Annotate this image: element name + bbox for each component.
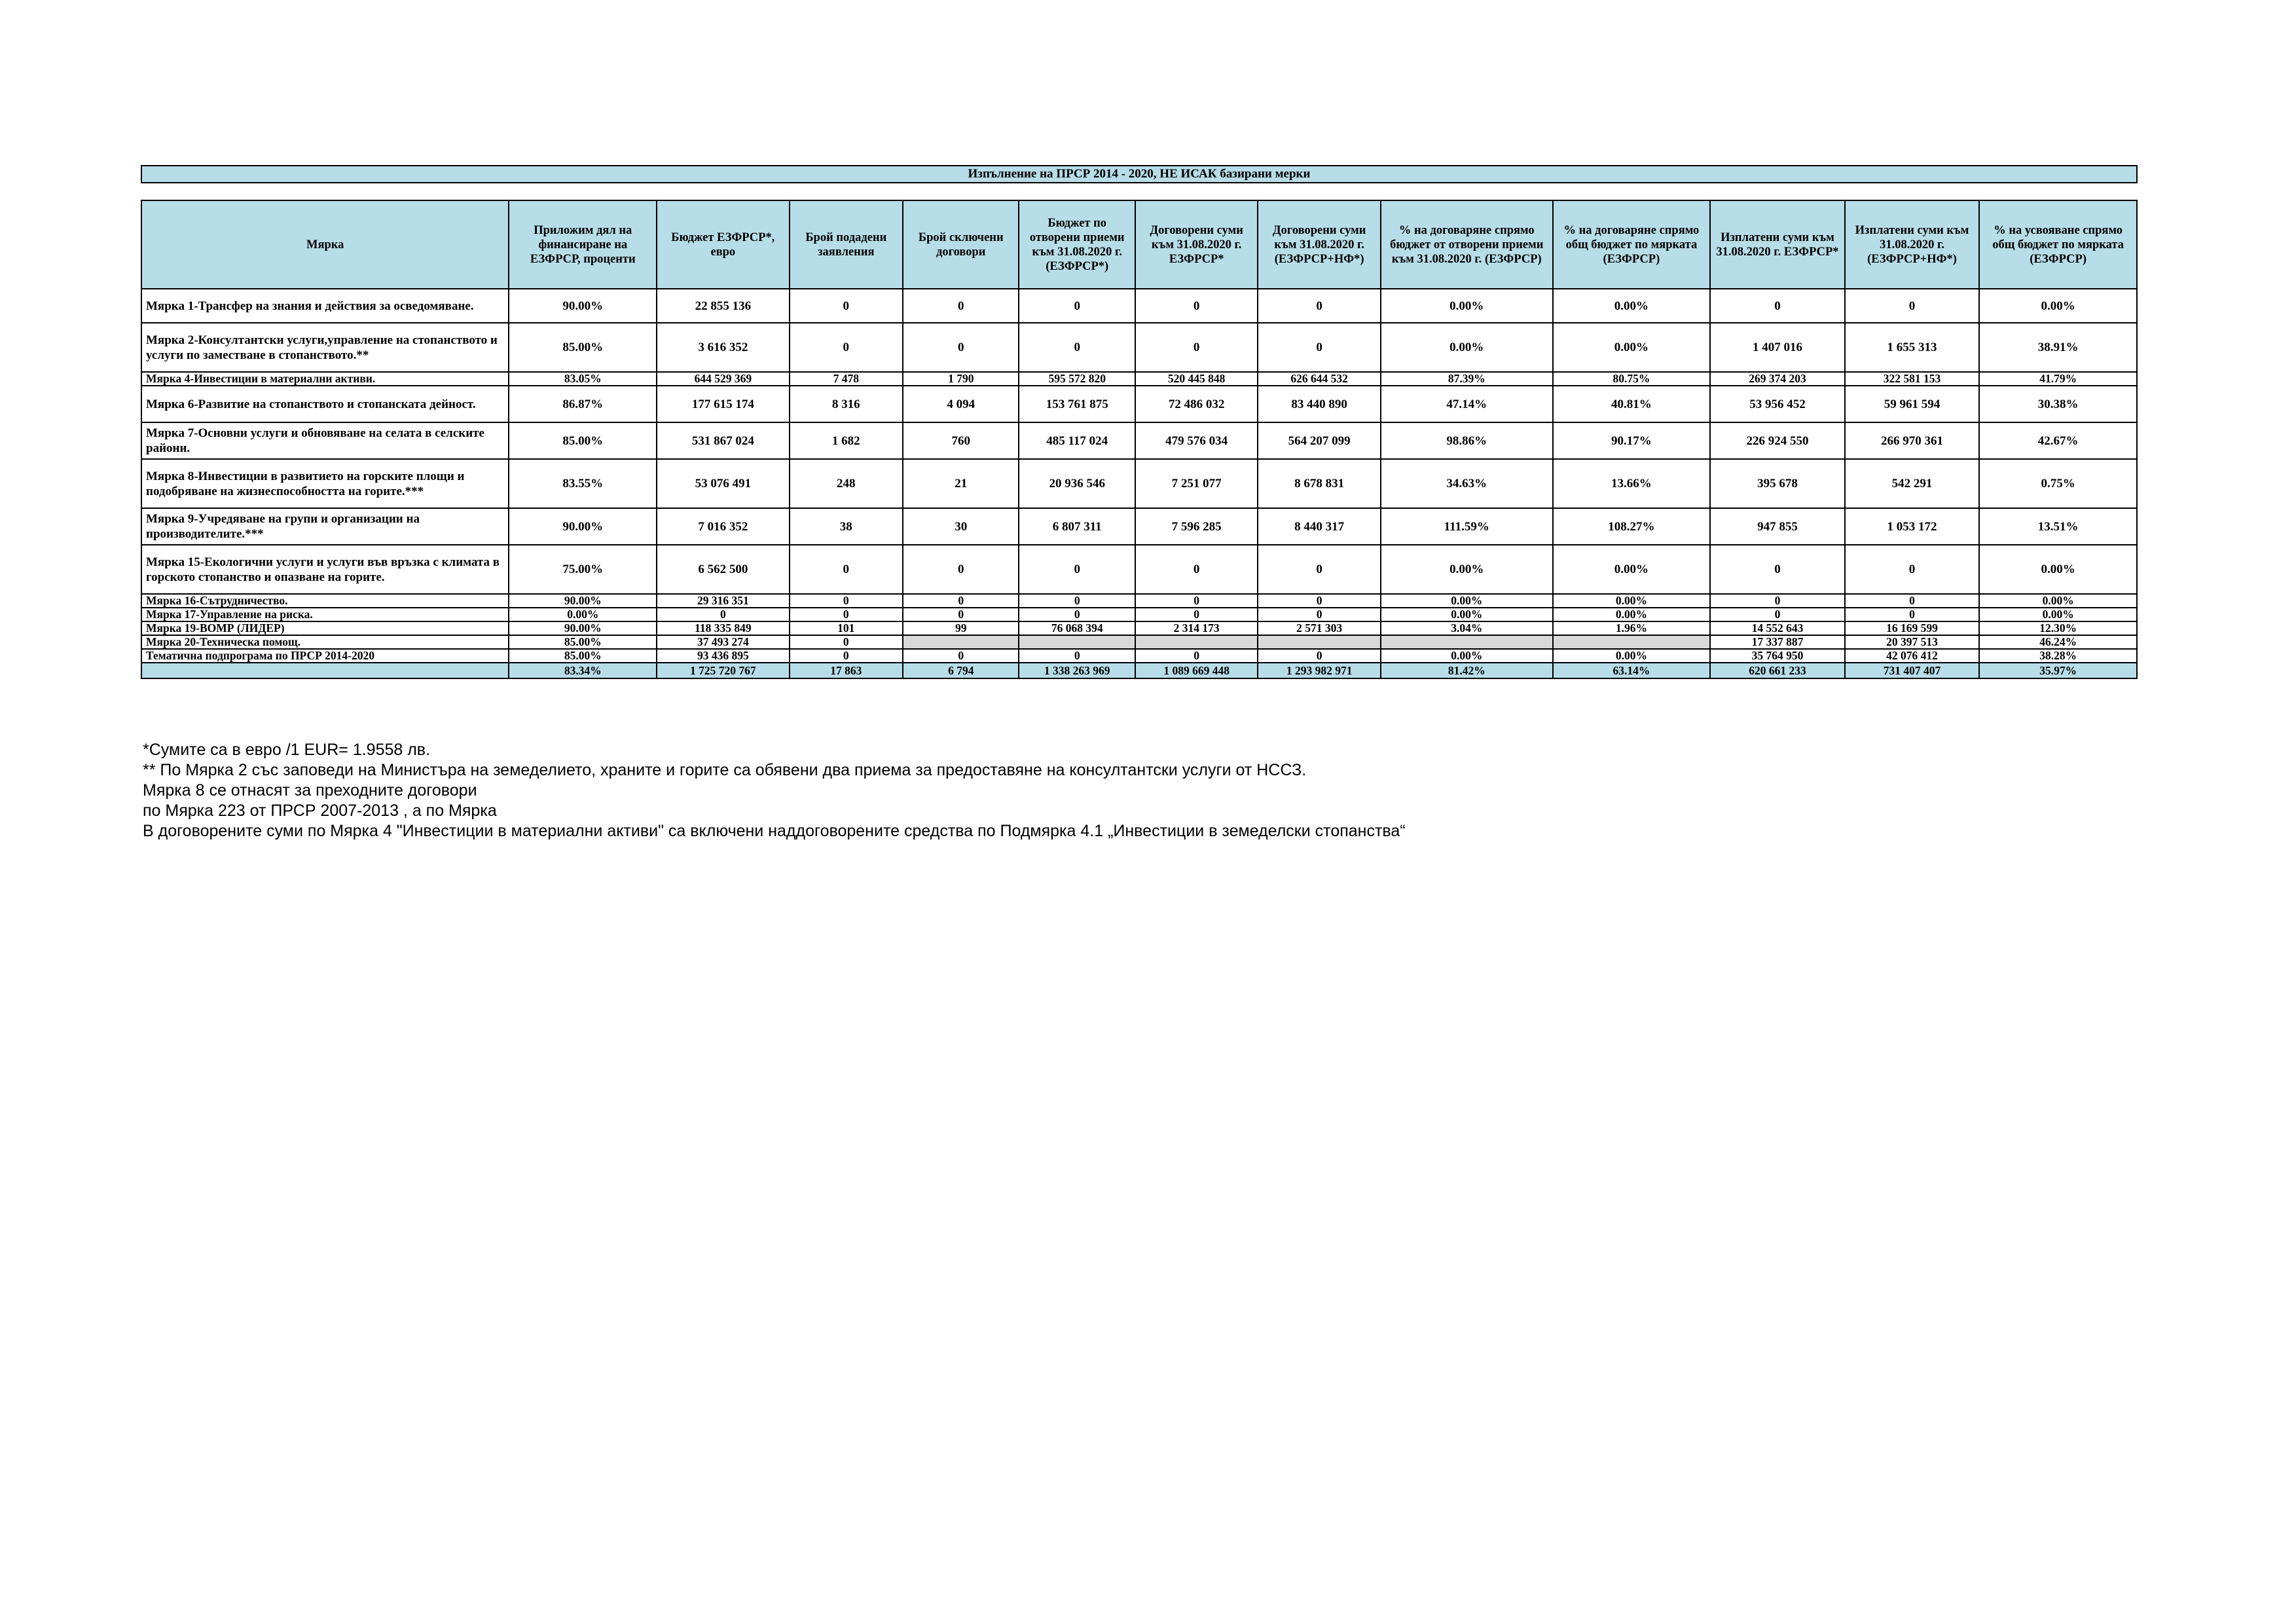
table-cell: 0: [657, 608, 790, 621]
table-row: [141, 323, 2137, 372]
measures-table: [141, 200, 2138, 679]
table-cell: 1 790: [903, 372, 1019, 386]
total-row: [141, 663, 2137, 678]
table-cell: 53 076 491: [657, 459, 790, 508]
table-cell: 85.00%: [509, 635, 657, 649]
table-cell: 38: [790, 508, 903, 545]
table-cell: 108.27%: [1553, 508, 1711, 545]
col-header-pct-open: % на договаряне спрямо бюджет от отворени приеми към 31.08.2020 г. (ЕЗФРСР): [1381, 200, 1553, 289]
table-row: [141, 635, 2137, 649]
table-cell: 3 616 352: [657, 323, 790, 372]
table-cell: 0: [1019, 608, 1135, 621]
table-cell: 0: [1019, 545, 1135, 594]
total-cell: 731 407 407: [1845, 663, 1980, 678]
table-cell: 0: [790, 635, 903, 649]
table-cell: 90.00%: [509, 621, 657, 635]
table-cell: 0: [1710, 545, 1845, 594]
table-cell: 76 068 394: [1019, 621, 1135, 635]
table-cell: 644 529 369: [657, 372, 790, 386]
table-cell: 98.86%: [1381, 422, 1553, 459]
table-cell: [1019, 635, 1135, 649]
table-cell: 531 867 024: [657, 422, 790, 459]
table-cell: 0: [903, 594, 1019, 608]
table-cell: 0: [903, 608, 1019, 621]
table-cell: [1258, 635, 1380, 649]
table-cell: 0: [790, 608, 903, 621]
col-header-open-budget: Бюджет по отворени приеми към 31.08.2020 г. (ЕЗФРСР*): [1019, 200, 1135, 289]
table-cell: 34.63%: [1381, 459, 1553, 508]
table-cell: 42.67%: [1979, 422, 2137, 459]
table-cell: 0.00%: [1553, 649, 1711, 663]
table-cell: 0: [1019, 289, 1135, 323]
table-cell: 86.87%: [509, 386, 657, 422]
table-cell: 0: [1019, 594, 1135, 608]
table-cell: 0: [1710, 594, 1845, 608]
measure-name-cell: Мярка 6-Развитие на стопанството и стопанската дейност.: [141, 386, 509, 422]
table-cell: 1 053 172: [1845, 508, 1980, 545]
table-cell: 0: [1845, 289, 1980, 323]
table-cell: 520 445 848: [1135, 372, 1258, 386]
table-cell: 0.00%: [1381, 289, 1553, 323]
table-cell: 85.00%: [509, 422, 657, 459]
table-cell: 269 374 203: [1710, 372, 1845, 386]
table-cell: 226 924 550: [1710, 422, 1845, 459]
table-cell: 322 581 153: [1845, 372, 1980, 386]
table-cell: 0: [1135, 323, 1258, 372]
table-cell: 6 562 500: [657, 545, 790, 594]
table-cell: 30.38%: [1979, 386, 2137, 422]
table-cell: 0: [790, 594, 903, 608]
table-cell: 0: [1845, 545, 1980, 594]
table-cell: 0: [903, 545, 1019, 594]
table-cell: 38.28%: [1979, 649, 2137, 663]
total-cell: 83.34%: [509, 663, 657, 678]
col-header-paid: Изплатени суми към 31.08.2020 г. ЕЗФРСР*: [1710, 200, 1845, 289]
total-cell: 1 293 982 971: [1258, 663, 1380, 678]
table-row: [141, 508, 2137, 545]
measure-name-cell: Мярка 8-Инвестиции в развитието на горските площи и подобряване на жизнеспособността на горите.***: [141, 459, 509, 508]
table-cell: 118 335 849: [657, 621, 790, 635]
total-cell: 17 863: [790, 663, 903, 678]
col-header-pct-total: % на договаряне спрямо общ бюджет по мярката (ЕЗФРСР): [1553, 200, 1711, 289]
table-cell: 248: [790, 459, 903, 508]
table-row: [141, 649, 2137, 663]
table-row: [141, 608, 2137, 621]
table-cell: 2 314 173: [1135, 621, 1258, 635]
table-cell: 72 486 032: [1135, 386, 1258, 422]
table-cell: 80.75%: [1553, 372, 1711, 386]
table-cell: 0.75%: [1979, 459, 2137, 508]
table-cell: 111.59%: [1381, 508, 1553, 545]
table-cell: 17 337 887: [1710, 635, 1845, 649]
table-cell: 0.00%: [509, 608, 657, 621]
table-cell: 14 552 643: [1710, 621, 1845, 635]
table-cell: 0.00%: [1381, 545, 1553, 594]
table-cell: 0.00%: [1553, 289, 1711, 323]
table-cell: 8 678 831: [1258, 459, 1380, 508]
table-cell: 83 440 890: [1258, 386, 1380, 422]
table-cell: 0.00%: [1553, 594, 1711, 608]
table-cell: 83.55%: [509, 459, 657, 508]
table-cell: 0: [1019, 649, 1135, 663]
table-row: [141, 422, 2137, 459]
table-cell: 947 855: [1710, 508, 1845, 545]
table-cell: 20 397 513: [1845, 635, 1980, 649]
table-cell: 595 572 820: [1019, 372, 1135, 386]
table-cell: [1381, 635, 1553, 649]
measure-name-cell: Мярка 16-Сътрудничество.: [141, 594, 509, 608]
table-cell: 0: [1845, 608, 1980, 621]
table-cell: 29 316 351: [657, 594, 790, 608]
table-cell: 42 076 412: [1845, 649, 1980, 663]
table-cell: [1553, 635, 1711, 649]
col-header-contracts: Брой сключени договори: [903, 200, 1019, 289]
table-cell: 46.24%: [1979, 635, 2137, 649]
measure-name-cell: Мярка 20-Техническа помощ.: [141, 635, 509, 649]
measure-name-cell: Мярка 15-Екологични услуги и услуги във връзка с климата в горското стопанство и опазване на горите.: [141, 545, 509, 594]
table-cell: 3.04%: [1381, 621, 1553, 635]
table-cell: 0: [903, 289, 1019, 323]
col-header-applications: Брой подадени заявления: [790, 200, 903, 289]
table-cell: 0: [790, 649, 903, 663]
table-cell: 0: [1135, 608, 1258, 621]
table-cell: 99: [903, 621, 1019, 635]
table-row: [141, 594, 2137, 608]
table-cell: 6 807 311: [1019, 508, 1135, 545]
table-cell: 1.96%: [1553, 621, 1711, 635]
total-cell: 1 089 669 448: [1135, 663, 1258, 678]
table-cell: 485 117 024: [1019, 422, 1135, 459]
table-row: [141, 621, 2137, 635]
table-cell: 0: [903, 649, 1019, 663]
table-cell: 40.81%: [1553, 386, 1711, 422]
table-cell: 30: [903, 508, 1019, 545]
table-cell: 13.51%: [1979, 508, 2137, 545]
table-cell: 0: [1258, 594, 1380, 608]
table-cell: 0.00%: [1553, 608, 1711, 621]
table-cell: 53 956 452: [1710, 386, 1845, 422]
table-cell: 13.66%: [1553, 459, 1711, 508]
table-cell: 0: [1258, 545, 1380, 594]
table-cell: [903, 635, 1019, 649]
table-title: Изпълнение на ПРСР 2014 - 2020, НЕ ИСАК базирани мерки: [141, 165, 2138, 183]
table-cell: 2 571 303: [1258, 621, 1380, 635]
footnote: *Сумите са в евро /1 EUR= 1.9558 лв.: [143, 741, 431, 759]
table-cell: 90.00%: [509, 289, 657, 323]
table-cell: 0: [1710, 289, 1845, 323]
total-cell: [141, 663, 509, 678]
table-cell: 0.00%: [1553, 323, 1711, 372]
table-cell: 0: [1135, 545, 1258, 594]
measure-name-cell: Мярка 7-Основни услуги и обновяване на селата в селските райони.: [141, 422, 509, 459]
table-cell: 21: [903, 459, 1019, 508]
table-cell: 7 251 077: [1135, 459, 1258, 508]
table-cell: 0: [1135, 289, 1258, 323]
total-cell: 63.14%: [1553, 663, 1711, 678]
table-cell: 16 169 599: [1845, 621, 1980, 635]
measure-name-cell: Мярка 1-Трансфер на знания и действия за осведомяване.: [141, 289, 509, 323]
table-cell: 22 855 136: [657, 289, 790, 323]
total-cell: 35.97%: [1979, 663, 2137, 678]
table-cell: 90.00%: [509, 594, 657, 608]
measure-name-cell: Тематична подпрограма по ПРСР 2014-2020: [141, 649, 509, 663]
table-cell: 266 970 361: [1845, 422, 1980, 459]
table-cell: 0: [1258, 323, 1380, 372]
footnote: ** По Мярка 2 със заповеди на Министъра на земеделието, храните и горите са обявени два приема за предоставяне на консултантски услуги от НССЗ.: [143, 761, 1307, 779]
table-cell: 83.05%: [509, 372, 657, 386]
table-cell: 0: [903, 323, 1019, 372]
table-cell: 626 644 532: [1258, 372, 1380, 386]
table-cell: 0: [790, 323, 903, 372]
measure-name-cell: Мярка 19-ВОМР (ЛИДЕР): [141, 621, 509, 635]
table-cell: 395 678: [1710, 459, 1845, 508]
table-cell: 0.00%: [1381, 594, 1553, 608]
table-cell: 0: [790, 545, 903, 594]
table-cell: 85.00%: [509, 323, 657, 372]
table-cell: 38.91%: [1979, 323, 2137, 372]
col-header-budget: Бюджет ЕЗФРСР*, евро: [657, 200, 790, 289]
table-cell: 0.00%: [1381, 323, 1553, 372]
col-header-contracted-total: Договорени суми към 31.08.2020 г. (ЕЗФРСР+НФ*): [1258, 200, 1380, 289]
table-row: [141, 289, 2137, 323]
table-cell: 90.00%: [509, 508, 657, 545]
table-cell: 0.00%: [1553, 545, 1711, 594]
table-cell: 0: [790, 289, 903, 323]
table-cell: 8 316: [790, 386, 903, 422]
table-cell: 760: [903, 422, 1019, 459]
footnotes: [143, 740, 1406, 841]
table-cell: 0: [1135, 649, 1258, 663]
total-cell: 6 794: [903, 663, 1019, 678]
table-cell: 85.00%: [509, 649, 657, 663]
table-cell: 35 764 950: [1710, 649, 1845, 663]
table-row: [141, 372, 2137, 386]
table-row: [141, 386, 2137, 422]
table-cell: 0.00%: [1979, 289, 2137, 323]
table-cell: 479 576 034: [1135, 422, 1258, 459]
table-cell: 0: [1845, 594, 1980, 608]
table-cell: 1 655 313: [1845, 323, 1980, 372]
table-cell: 1 682: [790, 422, 903, 459]
table-cell: 0.00%: [1979, 594, 2137, 608]
table-cell: 0.00%: [1979, 608, 2137, 621]
measure-name-cell: Мярка 4-Инвестиции в материални активи.: [141, 372, 509, 386]
table-cell: 7 478: [790, 372, 903, 386]
table-cell: [1135, 635, 1258, 649]
measure-name-cell: Мярка 9-Учредяване на групи и организации на производителите.***: [141, 508, 509, 545]
table-cell: 8 440 317: [1258, 508, 1380, 545]
header-row: [141, 200, 2137, 289]
table-cell: 0: [1019, 323, 1135, 372]
table-cell: 564 207 099: [1258, 422, 1380, 459]
total-cell: 1 338 263 969: [1019, 663, 1135, 678]
footnote: В договорените суми по Мярка 4 "Инвестиции в материални активи" са включени наддоговорените средства по Подмярка 4.1 „Инвестиции в земеделски стопанства“: [143, 822, 1406, 840]
footnote: по Мярка 223 от ПРСР 2007-2013 , а по Мярка: [143, 802, 497, 820]
table-cell: 0.00%: [1381, 649, 1553, 663]
table-row: [141, 459, 2137, 508]
table-cell: 0: [1258, 608, 1380, 621]
table-cell: 20 936 546: [1019, 459, 1135, 508]
col-header-share: Приложим дял на финансиране на ЕЗФРСР, проценти: [509, 200, 657, 289]
table-cell: 4 094: [903, 386, 1019, 422]
table-cell: 0: [1258, 289, 1380, 323]
table-cell: 542 291: [1845, 459, 1980, 508]
table-cell: 0: [1710, 608, 1845, 621]
footnote: Мярка 8 се отнасят за преходните договори: [143, 781, 477, 800]
table-cell: 0: [1258, 649, 1380, 663]
table-cell: 41.79%: [1979, 372, 2137, 386]
col-header-measure: Мярка: [141, 200, 509, 289]
table-cell: 153 761 875: [1019, 386, 1135, 422]
table-cell: 90.17%: [1553, 422, 1711, 459]
measure-name-cell: Мярка 2-Консултантски услуги,управление на стопанството и услуги по заместване в стопанството.**: [141, 323, 509, 372]
col-header-absorption: % на усвояване спрямо общ бюджет по мярката (ЕЗФРСР): [1979, 200, 2137, 289]
col-header-contracted: Договорени суми към 31.08.2020 г. ЕЗФРСР*: [1135, 200, 1258, 289]
table-cell: 0: [1135, 594, 1258, 608]
table-cell: 12.30%: [1979, 621, 2137, 635]
table-cell: 7 596 285: [1135, 508, 1258, 545]
total-cell: 620 661 233: [1710, 663, 1845, 678]
table-cell: 93 436 895: [657, 649, 790, 663]
table-row: [141, 545, 2137, 594]
total-cell: 81.42%: [1381, 663, 1553, 678]
table-cell: 1 407 016: [1710, 323, 1845, 372]
table-cell: 37 493 274: [657, 635, 790, 649]
table-cell: 101: [790, 621, 903, 635]
table-cell: 47.14%: [1381, 386, 1553, 422]
col-header-paid-total: Изплатени суми към 31.08.2020 г. (ЕЗФРСР+НФ*): [1845, 200, 1980, 289]
table-cell: 59 961 594: [1845, 386, 1980, 422]
table-cell: 75.00%: [509, 545, 657, 594]
table-cell: 0.00%: [1381, 608, 1553, 621]
table-cell: 177 615 174: [657, 386, 790, 422]
total-cell: 1 725 720 767: [657, 663, 790, 678]
measure-name-cell: Мярка 17-Управление на риска.: [141, 608, 509, 621]
table-cell: 7 016 352: [657, 508, 790, 545]
table-cell: 0.00%: [1979, 545, 2137, 594]
table-cell: 87.39%: [1381, 372, 1553, 386]
